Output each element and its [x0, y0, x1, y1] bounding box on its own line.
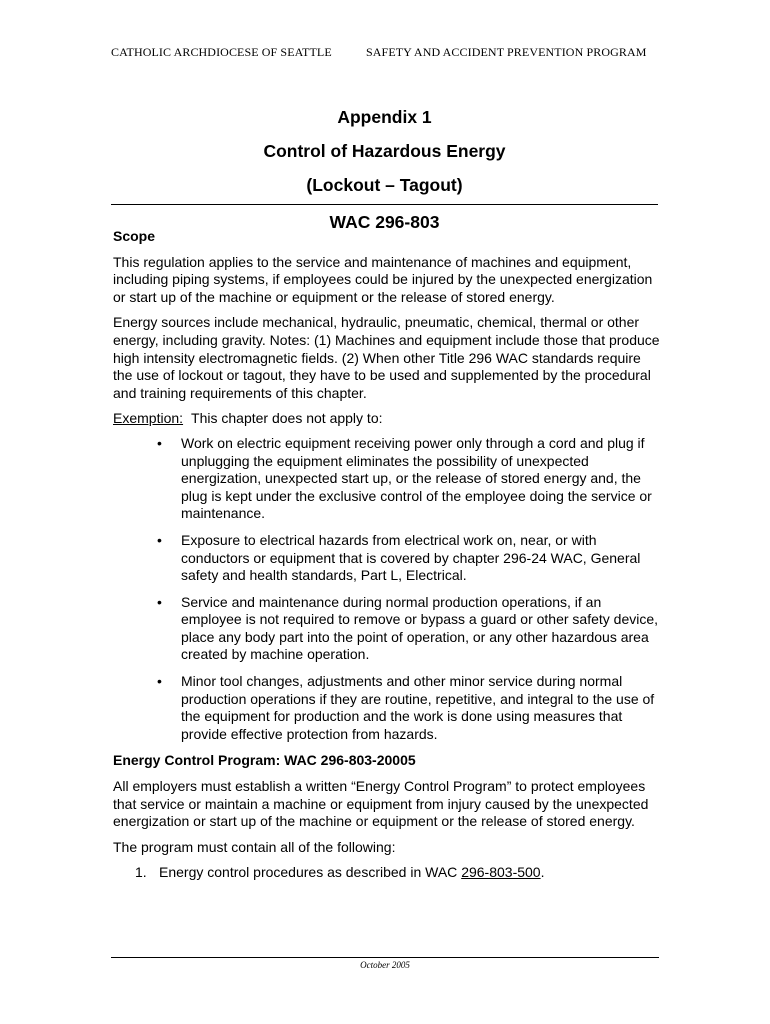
scope-paragraph-1: This regulation applies to the service and maintenance of machines and equipment, including piping systems, if employees could be injured by the unexpected energization or start up of the machine or equipment or the release of stored energy. — [113, 253, 653, 305]
list-item-text: Exposure to electrical hazards from electrical work on, near, or with conductors or equipment that is covered by chapter 296-24 WAC, General safety and health standards, Part L, Electrical. — [181, 531, 641, 584]
list-item — [113, 864, 661, 882]
list-item-text: Work on electric equipment receiving power only through a cord and plug if unplugging the equipment eliminates the possibility of unexpected energization, unexpected start up, or the release of stored energy and, the plug is kept under the exclusive control of the employee doing the service or maintenance. — [181, 434, 652, 522]
list-item — [113, 673, 661, 743]
document-body — [113, 228, 661, 882]
list-item-text: Minor tool changes, adjustments and other minor service during normal production operations if they are routine, repetitive, and integral to the use of the equipment for production and the work is done using measures that provide effective protection from hazards. — [181, 673, 655, 742]
title-appendix: Appendix 1 — [337, 107, 432, 127]
list-item — [113, 594, 661, 664]
list-item-text: Energy control procedures as described in WAC — [159, 864, 462, 881]
list-number: 1. — [135, 864, 147, 881]
bullet-icon: • — [157, 673, 162, 690]
scope-paragraph-2: Energy sources include mechanical, hydraulic, pneumatic, chemical, thermal or other energy, including gravity. Notes: (1) Machines and equipment include those that produce high intensity electromagnetic fields. (2) When other Title 296 WAC standards require the use of lockout or tagout, they have to be used and supplemented by the procedural and training requirements of this chapter. — [113, 314, 660, 401]
wac-reference-link[interactable]: 296-803-500 — [461, 864, 541, 881]
title-block — [111, 100, 658, 239]
title-code: WAC 296-803 — [329, 212, 440, 232]
scope-heading: Scope — [113, 228, 156, 244]
header-organization: CATHOLIC ARCHDIOCESE OF SEATTLE — [111, 45, 332, 59]
exemption-intro — [113, 410, 661, 428]
bullet-icon: • — [157, 434, 162, 451]
exemption-list — [113, 435, 661, 744]
list-item-suffix: . — [540, 864, 545, 881]
title-main: Control of Hazardous Energy — [263, 141, 506, 161]
footer-divider — [111, 957, 659, 958]
energy-control-heading: Energy Control Program: WAC 296-803-20005 — [113, 752, 416, 769]
program-requirements-list — [113, 864, 661, 882]
bullet-icon: • — [157, 531, 162, 548]
exemption-text: This chapter does not apply to: — [191, 410, 383, 427]
list-item-text: Service and maintenance during normal production operations, if an employee is not required to remove or bypass a guard or other safety device, place any body part into the point of operation, or any other hazardous area created by machine operation. — [181, 593, 659, 663]
energy-control-paragraph-1: All employers must establish a written “Energy Control Program” to protect employees that service or maintain a machine or equipment from injury caused by the unexpected energization or start up of the machine or equipment or the release of stored energy. — [113, 778, 649, 830]
list-item — [113, 435, 661, 523]
list-item — [113, 532, 661, 585]
energy-control-paragraph-2: The program must contain all of the following: — [113, 838, 396, 855]
title-subtitle: (Lockout – Tagout) — [306, 175, 463, 195]
exemption-label: Exemption: — [113, 410, 184, 427]
header-program: SAFETY AND ACCIDENT PREVENTION PROGRAM — [366, 45, 647, 59]
bullet-icon: • — [157, 593, 162, 610]
footer-date: October 2005 — [360, 960, 410, 970]
